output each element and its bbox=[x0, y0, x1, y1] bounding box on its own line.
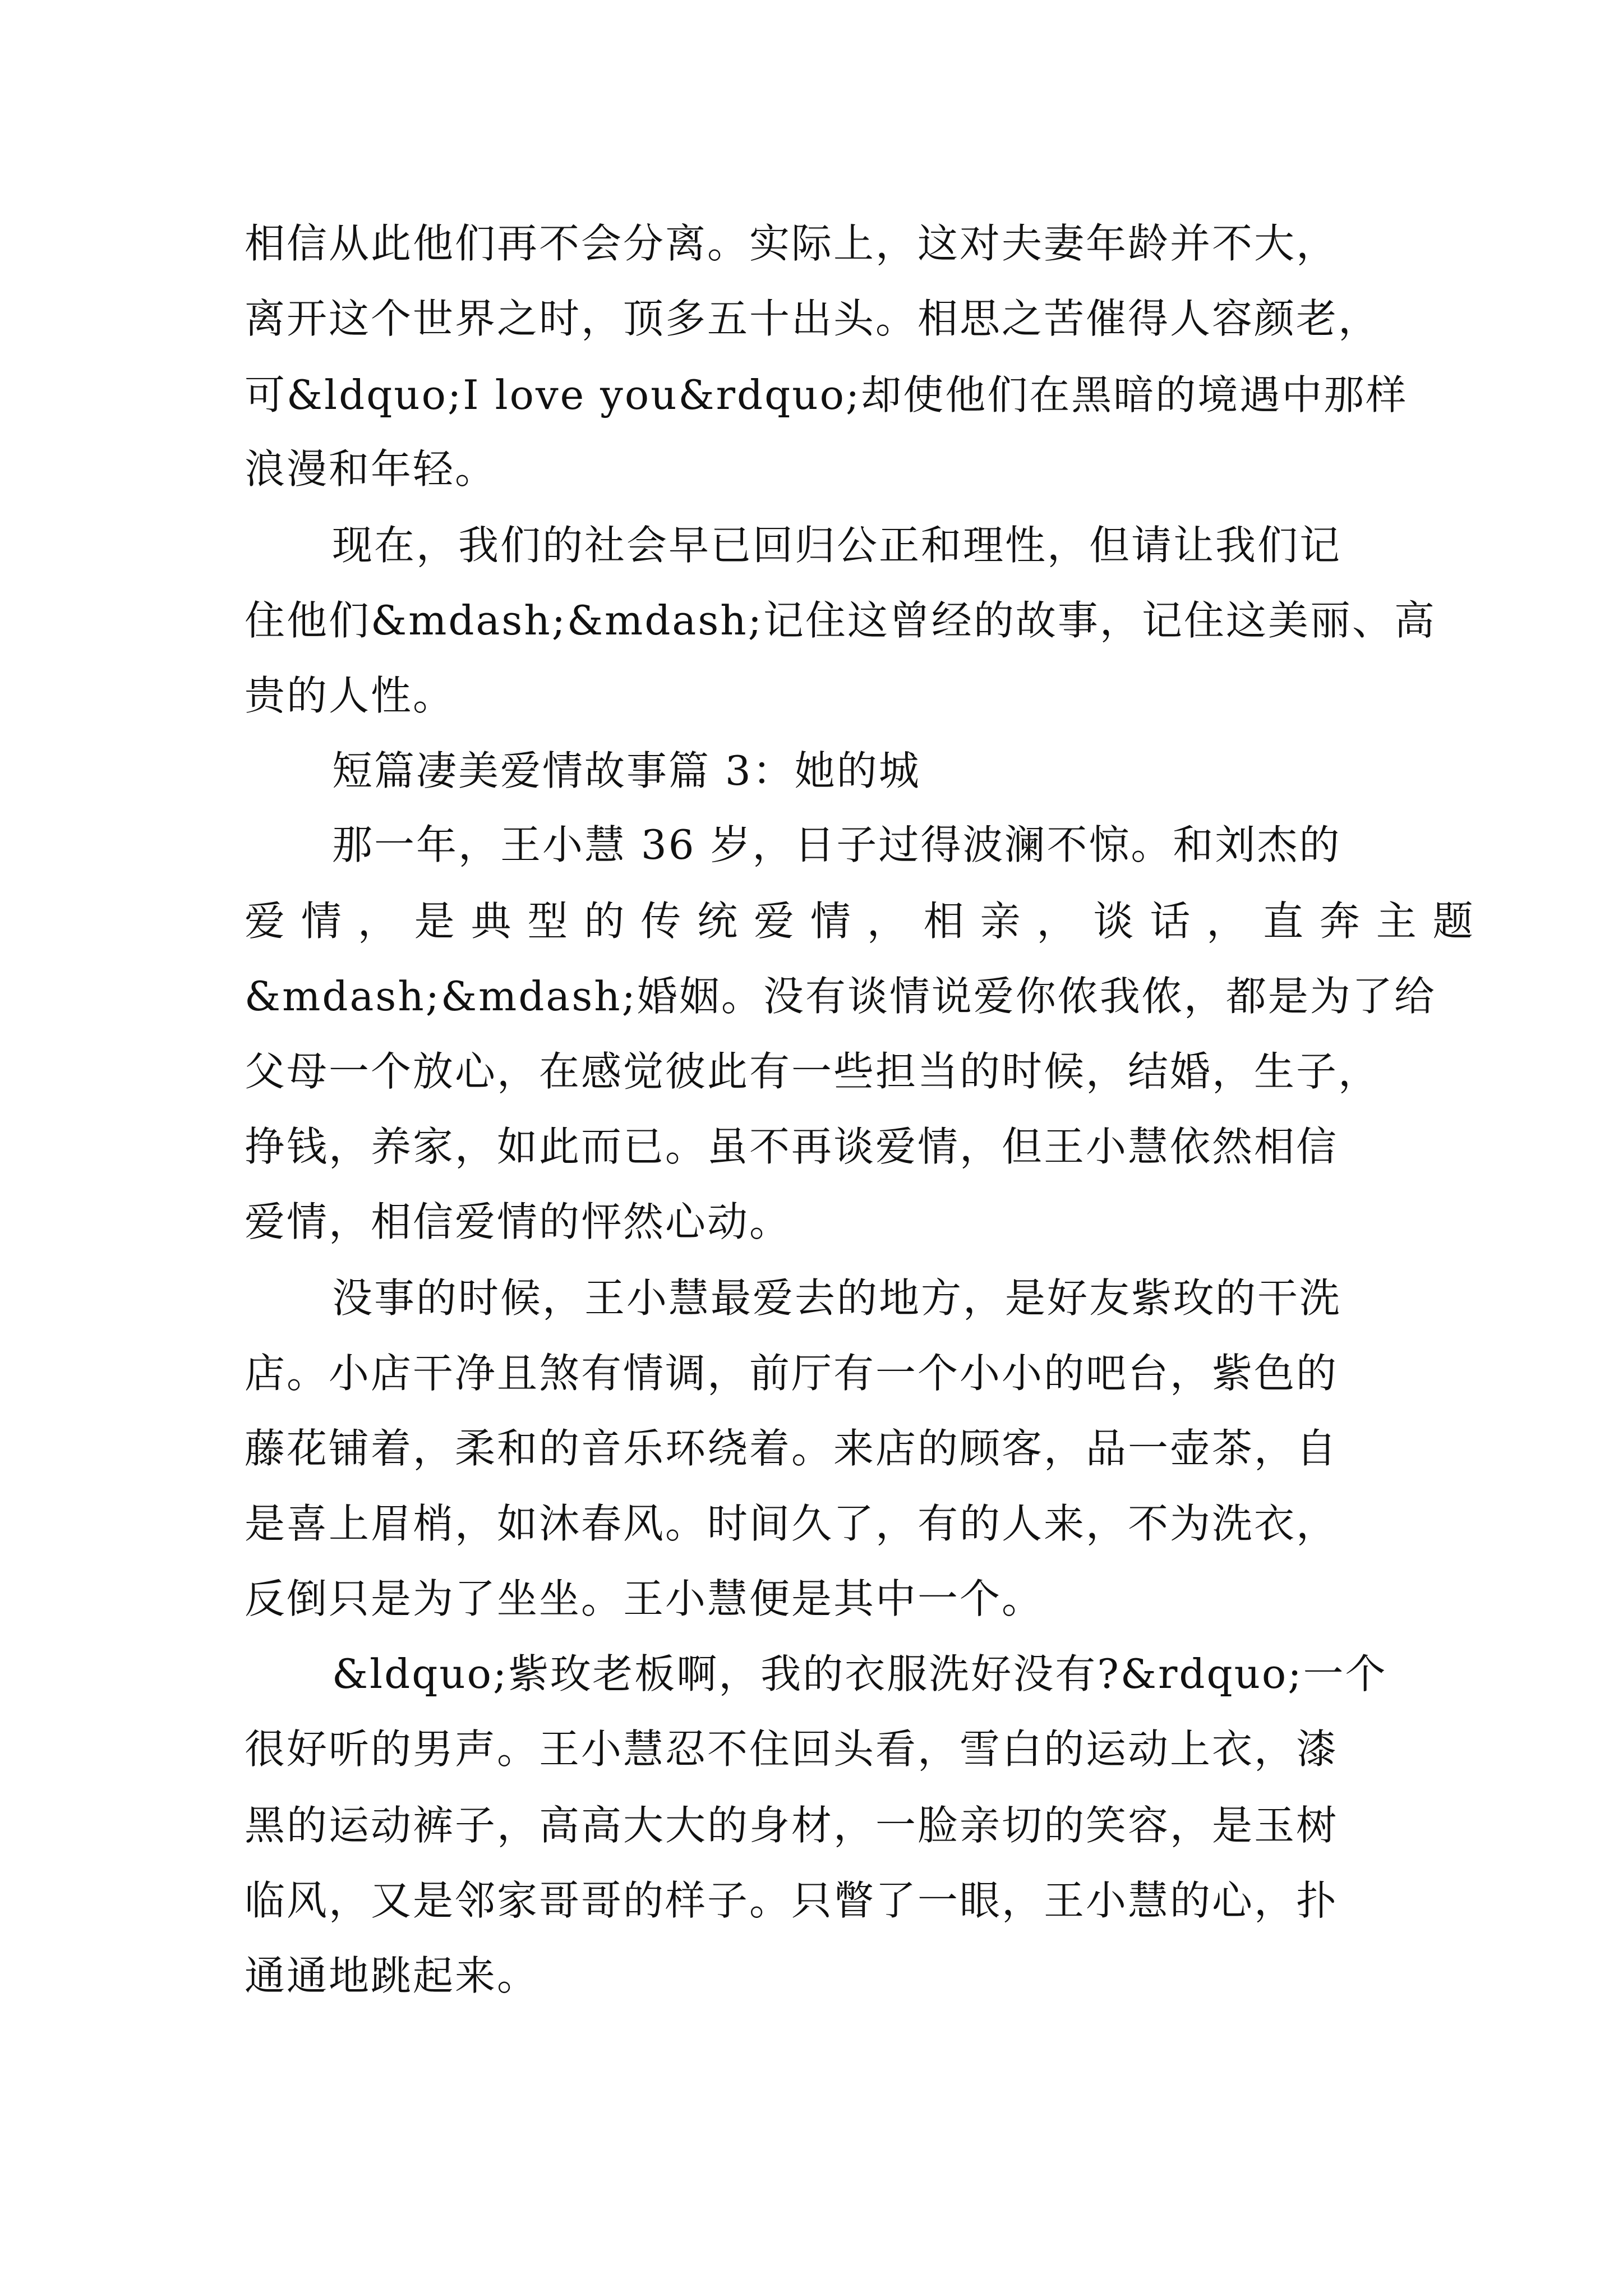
text-line: 爱情，相信爱情的怦然心动。 bbox=[245, 1198, 792, 1245]
text-line: &mdash;&mdash;婚姻。没有谈情说爱你侬我侬，都是为了给 bbox=[245, 973, 1436, 1020]
text-line: 现在，我们的社会早已回归公正和理性，但请让我们记 bbox=[332, 522, 1342, 569]
text-line: &ldquo;紫玫老板啊，我的衣服洗好没有?&rdquo;一个 bbox=[332, 1650, 1387, 1697]
text-line: 藤花铺着，柔和的音乐环绕着。来店的顾客，品一壶茶，自 bbox=[245, 1425, 1339, 1472]
text-line: 挣钱，养家，如此而已。虽不再谈爱情，但王小慧依然相信 bbox=[245, 1123, 1339, 1170]
text-line: 通通地跳起来。 bbox=[245, 1952, 540, 1999]
text-line: 是喜上眉梢，如沐春风。时间久了，有的人来，不为洗衣， bbox=[245, 1500, 1339, 1547]
text-line: 那一年，王小慧 36 岁，日子过得波澜不惊。和刘杰的 bbox=[332, 821, 1341, 868]
text-line: 黑的运动裤子，高高大大的身材，一脸亲切的笑容，是玉树 bbox=[245, 1802, 1339, 1849]
text-line: 可&ldquo;I love you&rdquo;却使他们在黑暗的境遇中那样 bbox=[245, 371, 1408, 418]
section-heading: 短篇凄美爱情故事篇 3：她的城 bbox=[332, 747, 921, 794]
text-line: 住他们&mdash;&mdash;记住这曾经的故事，记住这美丽、高 bbox=[245, 597, 1436, 644]
text-line: 临风，又是邻家哥哥的样子。只瞥了一眼，王小慧的心，扑 bbox=[245, 1877, 1339, 1924]
text-line: 浪漫和年轻。 bbox=[245, 445, 497, 493]
text-line: 离开这个世界之时，顶多五十出头。相思之苦催得人容颜老， bbox=[245, 295, 1381, 342]
text-line: 贵的人性。 bbox=[245, 672, 455, 719]
text-line: 相信从此他们再不会分离。实际上，这对夫妻年龄并不大， bbox=[245, 220, 1339, 267]
text-line: 爱 情 ， 是 典 型 的 传 统 爱 情 ， 相 亲 ， 谈 话 ， 直 奔 主 题 bbox=[245, 898, 1475, 945]
text-line: 店。小店干净且煞有情调，前厅有一个小小的吧台，紫色的 bbox=[245, 1350, 1339, 1397]
text-line: 很好听的男声。王小慧忍不住回头看，雪白的运动上衣，漆 bbox=[245, 1726, 1339, 1773]
text-line: 父母一个放心，在感觉彼此有一些担当的时候，结婚，生子， bbox=[245, 1048, 1381, 1095]
text-line: 没事的时候，王小慧最爱去的地方，是好友紫玫的干洗 bbox=[332, 1274, 1342, 1322]
text-line: 反倒只是为了坐坐。王小慧便是其中一个。 bbox=[245, 1575, 1044, 1622]
